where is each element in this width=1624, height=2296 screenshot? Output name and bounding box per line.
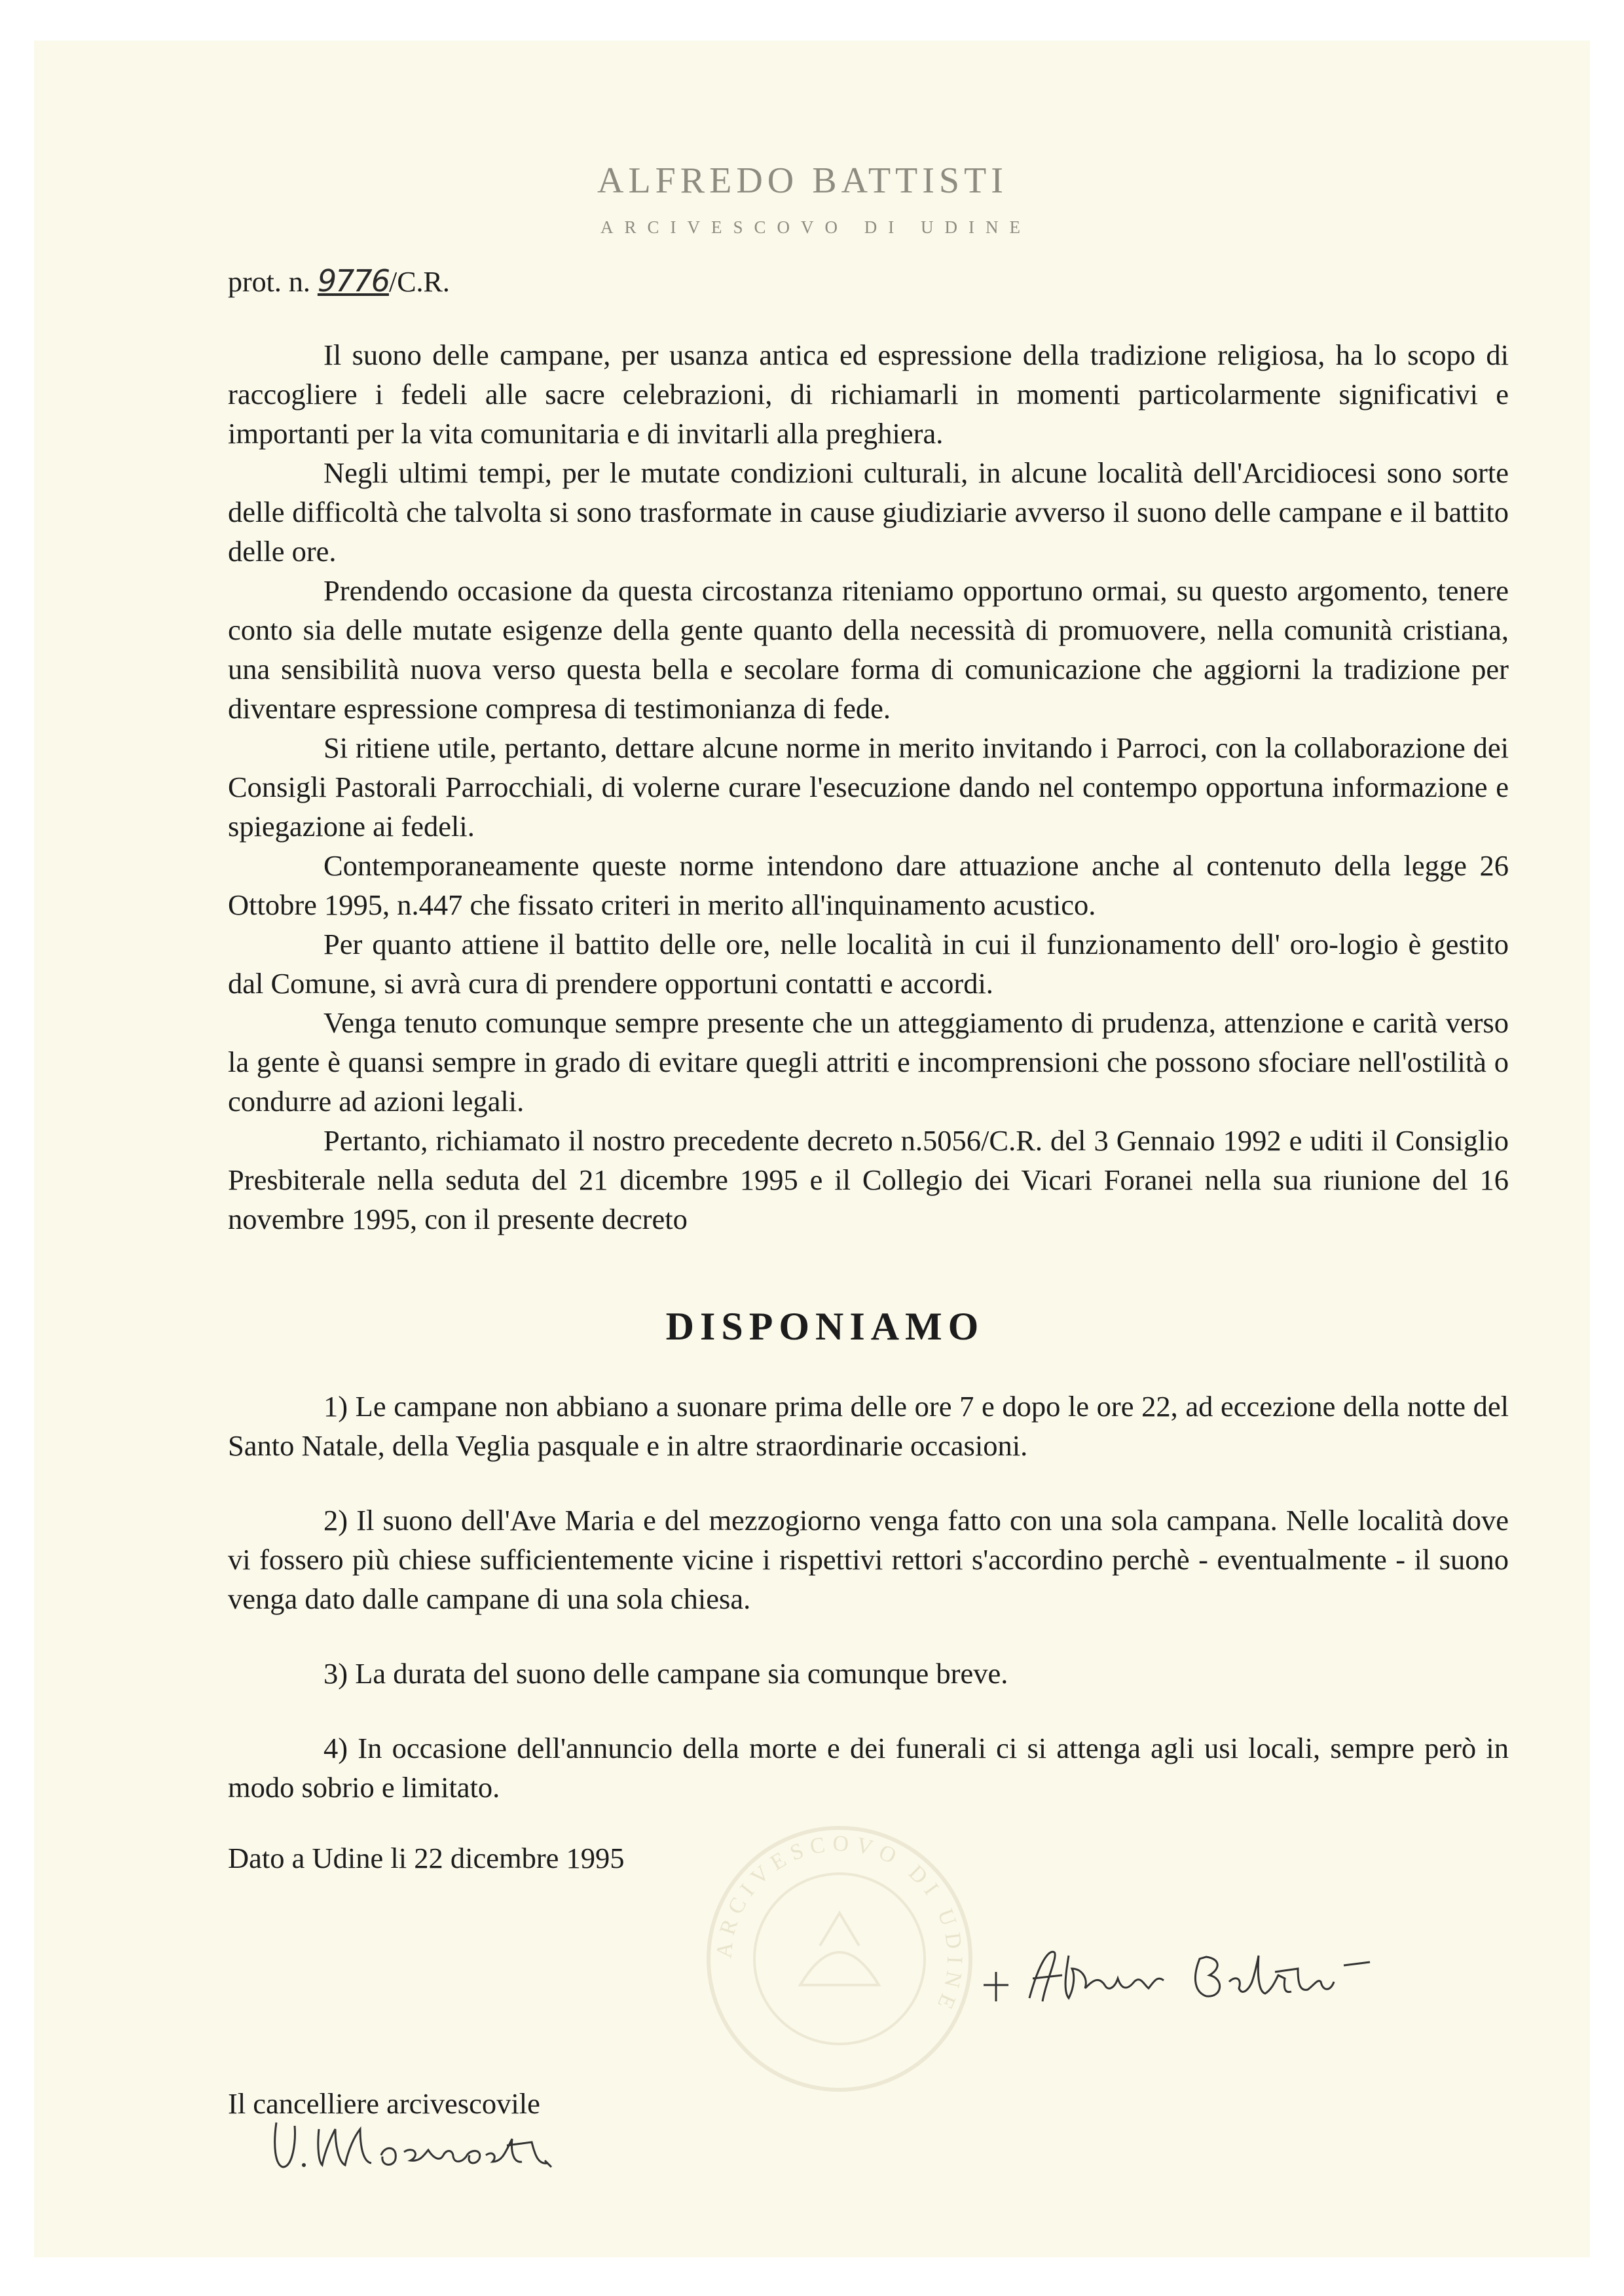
protocol-number [228,263,450,299]
date-line: Dato a Udine li 22 dicembre 1995 [228,1842,625,1874]
seal-text: ARCIVESCOVO DI UDINE [712,1831,967,2018]
protocol-prefix: prot. n. [228,266,310,298]
letterhead-title: ARCIVESCOVO DI UDINE [600,217,1031,237]
document-page [34,41,1590,2257]
paragraph: Contemporaneamente queste norme intendono dare attuazione anche al contenuto della legge 26 Ottobre 1995, n.447 che fissato criteri in merito all'inquinamento acustico. [228,849,1509,921]
paragraph: Si ritiene utile, pertanto, dettare alcune norme in merito invitando i Parroci, con la collaborazione dei Consigli Pastorali Parrocchiali, di volerne curare l'esecuzione dando nel contempo opportuna informazione e spiegazione ai fedeli. [228,731,1509,843]
decree-item: 1) Le campane non abbiano a suonare prima delle ore 7 e dopo le ore 22, ad eccezione della notte del Santo Natale, della Veglia pasquale e in altre straordinarie occasioni. [228,1390,1509,1462]
chancellor-signature [257,2109,597,2181]
embossed-seal-icon [702,1821,977,2096]
decree-item: 3) La durata del suono delle campane sia comunque breve. [323,1657,1008,1690]
decree-heading: DISPONIAMO [665,1305,985,1348]
protocol-suffix: /C.R. [388,266,450,298]
svg-text:ARCIVESCOVO DI UDINE [712,1831,967,2018]
decree-item: 2) Il suono dell'Ave Maria e del mezzogiorno venga fatto con una sola campana. Nelle località dove vi fossero più chiese sufficientemente vicine i rispettivi rettori s'accordino perchè - eventualmente - il suono venga dato dalle campane di una sola chiesa. [228,1504,1509,1615]
paragraph: Pertanto, richiamato il nostro precedente decreto n.5056/C.R. del 3 Gennaio 1992 e uditi il Consiglio Presbiterale nella seduta del 21 dicembre 1995 e il Collegio dei Vicari Foranei nella sua riunione del 16 novembre 1995, con il presente decreto [228,1124,1509,1235]
paragraph: Prendendo occasione da questa circostanza riteniamo opportuno ormai, su questo argomento, tenere conto sia delle mutate esigenze della gente quanto della necessità di promuovere, nella comunità cristiana, una sensibilità nuova verso questa bella e secolare forma di comunicazione che aggiorni la tradizione per diventare espressione compresa di testimonianza di fede. [228,574,1509,725]
paragraph: Il suono delle campane, per usanza antica ed espressione della tradizione religiosa, ha lo scopo di raccogliere i fedeli alle sacre celebrazioni, di richiamarli in momenti particolarmente significativi e importanti per la vita comunitaria e di invitarli alla preghiera. [228,338,1509,450]
archbishop-signature [977,1936,1383,2014]
decree-items [228,1387,1509,1842]
letterhead-name: ALFREDO BATTISTI [597,160,1008,201]
paragraph: Per quanto attiene il battito delle ore, nelle località in cui il funzionamento dell' oro-logio è gestito dal Comune, si avrà cura di prendere opportuni contatti e accordi. [228,928,1509,1000]
document-body [228,335,1509,1239]
paragraph: Venga tenuto comunque sempre presente che un atteggiamento di prudenza, attenzione e carità verso la gente è quansi sempre in grado di evitare quegli attriti e incomprensioni che possono sfociare nell'ostilità o condurre ad azioni legali. [228,1006,1509,1118]
paragraph: Negli ultimi tempi, per le mutate condizioni culturali, in alcune località dell'Arcidiocesi sono sorte delle difficoltà che talvolta si sono trasformate in cause giudiziarie avverso il suono delle campane e il battito delle ore. [228,456,1509,568]
protocol-handwritten-number: 9776 [317,263,389,299]
decree-item: 4) In occasione dell'annuncio della morte e dei funerali ci si attenga agli usi locali, sempre però in modo sobrio e limitato. [228,1732,1509,1804]
chancellor-label: Il cancelliere arcivescovile [228,2087,540,2120]
